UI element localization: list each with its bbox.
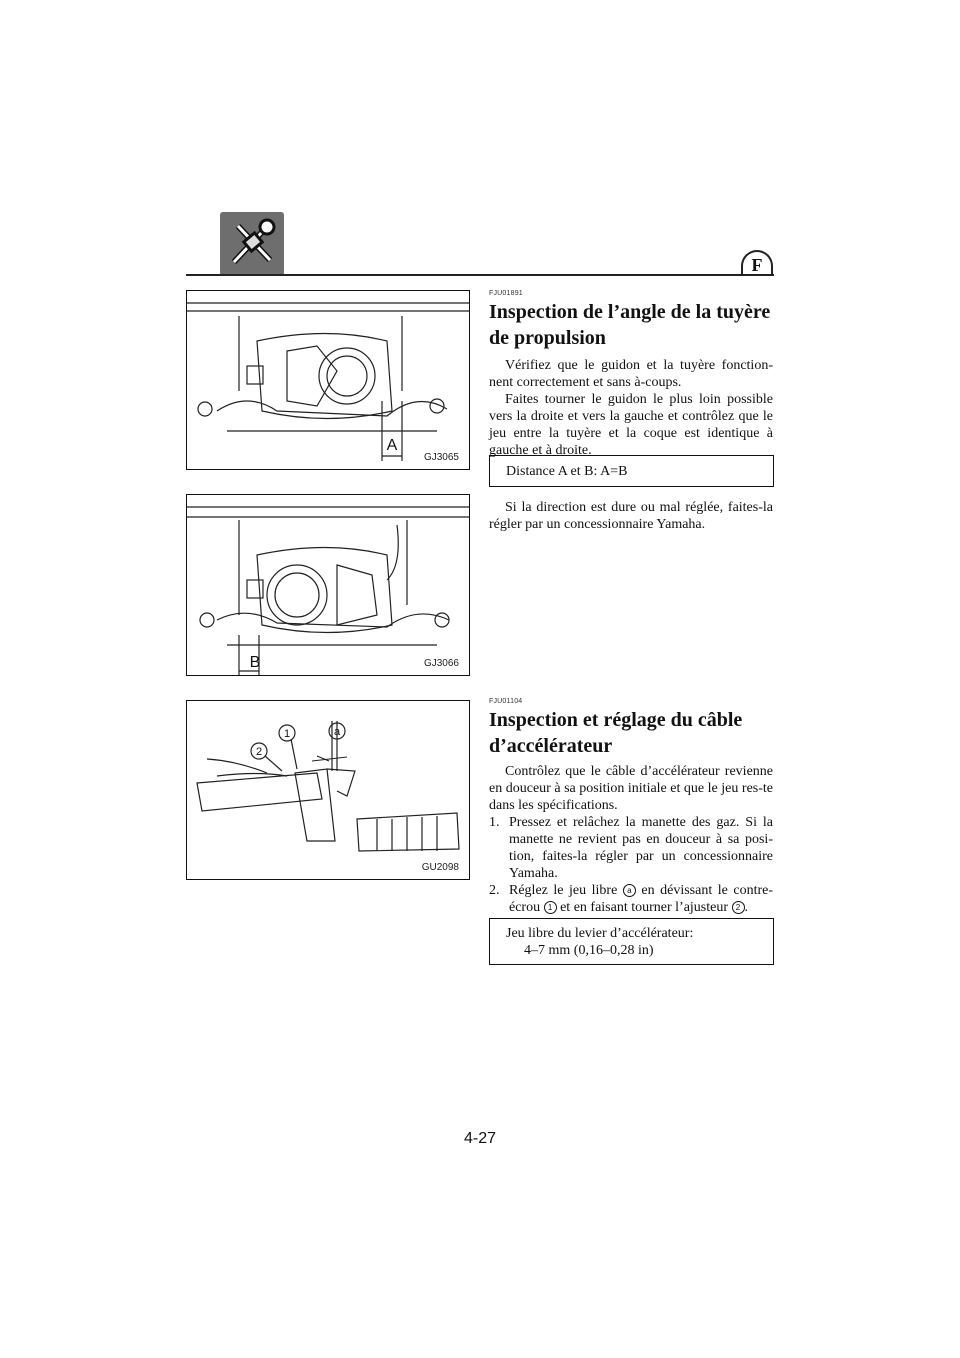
language-badge: F <box>741 250 773 274</box>
spec-box <box>489 918 774 965</box>
spec-box: Distance A et B: A=B <box>489 455 774 487</box>
figure-code: GJ3065 <box>423 452 459 463</box>
paragraph: Faites tourner le guidon le plus loin possible vers la droite et vers la gauche et contrôlez que le jeu entre la tuyère et la coque est identique à gauche et à droite. <box>489 392 773 458</box>
paragraph: Si la direction est dure ou mal réglée, faites-la régler par un concessionnaire Yamaha. <box>489 500 773 532</box>
figure-nozzle-left <box>186 290 470 470</box>
page-number: 4-27 <box>463 1130 497 1147</box>
list-item: 1. Pressez et relâchez la manette des gaz. Si la manette ne revient pas en douceur à sa posi-tion, faites-la régler par un concessionnaire Yamaha. <box>489 815 773 881</box>
section-title: Inspection et réglage du câble d’accélérateur <box>489 709 743 757</box>
callout-1: 1 <box>544 901 557 914</box>
figure-label-1: 1 <box>283 728 291 740</box>
paragraph: Vérifiez que le guidon et la tuyère fonction-nent correctement et sans à-coups. <box>489 358 773 390</box>
paragraph: Contrôlez que le câble d’accélérateur revienne en douceur à sa position initiale et que le jeu res-te dans les spécifications. <box>489 764 773 813</box>
spec-title: Jeu libre du levier d’accélérateur: <box>506 926 694 941</box>
section-title: Inspection de l’angle de la tuyère de propulsion <box>489 301 771 349</box>
figure-throttle-lever <box>186 700 470 880</box>
figure-label-a: a <box>333 726 341 738</box>
callout-2: 2 <box>732 901 745 914</box>
figure-label-b: B <box>249 654 261 671</box>
spec-value: 4–7 mm (0,16–0,28 in) <box>524 943 654 958</box>
figure-code: GU2098 <box>421 862 459 873</box>
figure-code: GJ3066 <box>423 658 459 669</box>
steps-list <box>489 814 773 916</box>
section-code: FJU01891 <box>489 290 523 297</box>
header-rule <box>186 274 774 276</box>
figure-label-a: A <box>386 437 398 454</box>
section-code: FJU01104 <box>489 698 523 705</box>
figure-nozzle-right <box>186 494 470 676</box>
list-item: 2. Réglez le jeu libre a en dévissant le contre-écrou 1 et en faisant tourner l’ajusteur 2 . <box>489 883 774 915</box>
tools-icon <box>220 212 284 276</box>
figure-label-2: 2 <box>255 746 263 758</box>
callout-a: a <box>623 884 636 897</box>
